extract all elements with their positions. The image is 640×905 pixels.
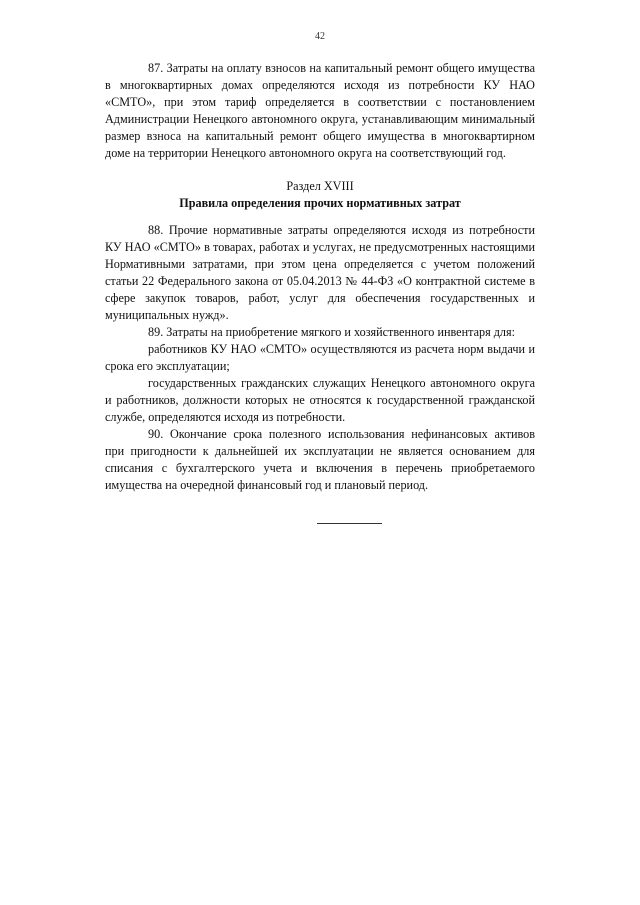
paragraph-89-item-employees: работников КУ НАО «СМТО» осуществляются из расчета норм выдачи и срока его эксплуатации; [105, 342, 535, 373]
page-number: 42 [315, 31, 325, 42]
section-number: Раздел XVIII [286, 179, 354, 193]
section-title: Правила определения прочих нормативных затрат [179, 196, 461, 210]
paragraph-89-item-civil-servants: государственных гражданских служащих Ненецкого автономного округа и работников, должности которых не относятся к государственной гражданской службе, определяются исходя из потребности. [105, 376, 535, 424]
end-of-document-rule [317, 523, 382, 524]
paragraph-87: 87. Затраты на оплату взносов на капитальный ремонт общего имущества в многоквартирных домах определяются исходя из потребности КУ НАО «СМТО», при этом тариф определяется в соответствии с постановлением Администрации Ненецкого автономного округа, устанавливающим минимальный размер взноса на капитальный ремонт общего имущества в многоквартирном доме на территории Ненецкого автономного округа на соответствующий год. [105, 61, 535, 160]
paragraph-90: 90. Окончание срока полезного использования нефинансовых активов при пригодности к дальнейшей их эксплуатации не является основанием для списания с бухгалтерского учета и включения в перечень приобретаемого имущества на очередной финансовый год и плановый период. [105, 427, 535, 492]
paragraph-89: 89. Затраты на приобретение мягкого и хозяйственного инвентаря для: [148, 325, 516, 339]
paragraph-88: 88. Прочие нормативные затраты определяются исходя из потребности КУ НАО «СМТО» в товарах, работах и услугах, не предусмотренных настоящими Нормативными затратами, при этом цена определяется с учетом положений статьи 22 Федерального закона от 05.04.2013 № 44-ФЗ «О контрактной системе в сфере закупок товаров, работ, услуг для обеспечения государственных и муниципальных нужд». [105, 223, 535, 322]
spacer [105, 212, 535, 222]
spacer [105, 162, 535, 178]
document-body [105, 60, 535, 494]
